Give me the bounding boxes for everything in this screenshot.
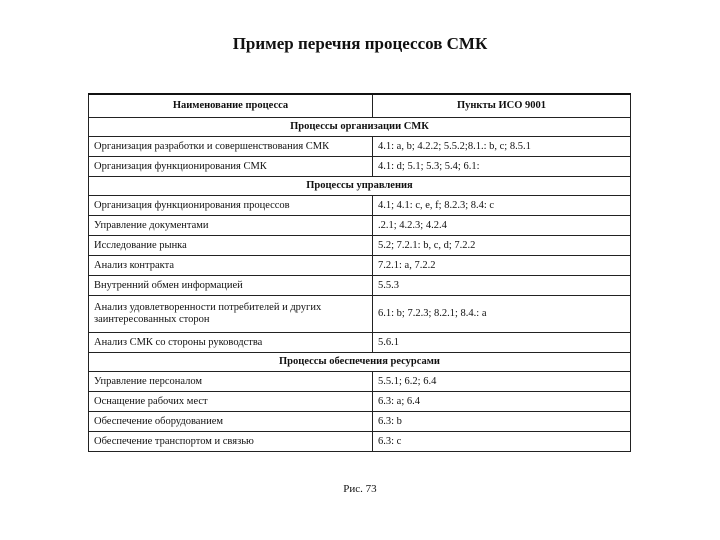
page-title: Пример перечня процессов СМК: [232, 34, 488, 53]
process-cell: Организация функционирования процессов: [89, 196, 373, 216]
table-row: [89, 157, 631, 177]
process-cell: Исследование рынка: [89, 236, 373, 256]
process-table: [88, 93, 631, 452]
process-cell: Анализ удовлетворенности потребителей и других заинтересованных сторон: [89, 296, 373, 333]
process-cell: Управление документами: [89, 216, 373, 236]
clauses-cell: 6.3: c: [373, 432, 631, 452]
section-title: Процессы обеспечения ресурсами: [89, 353, 631, 372]
clauses-cell: 4.1: a, b; 4.2.2; 5.5.2;8.1.: b, c; 8.5.1: [373, 137, 631, 157]
table-row: [89, 196, 631, 216]
table-row: [89, 333, 631, 353]
table-row: [89, 296, 631, 333]
clauses-cell: 5.5.3: [373, 276, 631, 296]
section-header: [89, 353, 631, 372]
table-row: [89, 236, 631, 256]
table-row: [89, 256, 631, 276]
process-cell: Анализ контракта: [89, 256, 373, 276]
table-row: [89, 432, 631, 452]
clauses-cell: 5.6.1: [373, 333, 631, 353]
process-cell: Внутренний обмен информацией: [89, 276, 373, 296]
process-cell: Обеспечение транспортом и связью: [89, 432, 373, 452]
header-iso-clauses: Пункты ИСО 9001: [373, 94, 631, 118]
clauses-cell: 7.2.1: a, 7.2.2: [373, 256, 631, 276]
process-cell: Организация функционирования СМК: [89, 157, 373, 177]
clauses-cell: 5.5.1; 6.2; 6.4: [373, 372, 631, 392]
table-row: [89, 372, 631, 392]
process-cell: Анализ СМК со стороны руководства: [89, 333, 373, 353]
process-cell: Организация разработки и совершенствования СМК: [89, 137, 373, 157]
section-header: [89, 177, 631, 196]
section-header: [89, 118, 631, 137]
clauses-cell: 5.2; 7.2.1: b, c, d; 7.2.2: [373, 236, 631, 256]
clauses-cell: 6.3: a; 6.4: [373, 392, 631, 412]
table-row: [89, 412, 631, 432]
section-title: Процессы организации СМК: [89, 118, 631, 137]
process-cell: Обеспечение оборудованием: [89, 412, 373, 432]
figure-caption: Рис. 73: [343, 483, 377, 495]
clauses-cell: 4.1: d; 5.1; 5.3; 5.4; 6.1:: [373, 157, 631, 177]
process-cell: Управление персоналом: [89, 372, 373, 392]
clauses-cell: 6.3: b: [373, 412, 631, 432]
table-row: [89, 216, 631, 236]
table-row: [89, 276, 631, 296]
clauses-cell: 4.1; 4.1: c, e, f; 8.2.3; 8.4: c: [373, 196, 631, 216]
process-cell: Оснащение рабочих мест: [89, 392, 373, 412]
section-title: Процессы управления: [89, 177, 631, 196]
header-process-name: Наименование процесса: [89, 94, 373, 118]
clauses-cell: .2.1; 4.2.3; 4.2.4: [373, 216, 631, 236]
table-row: [89, 137, 631, 157]
table-header-row: [89, 94, 631, 118]
table-row: [89, 392, 631, 412]
clauses-cell: 6.1: b; 7.2.3; 8.2.1; 8.4.: a: [373, 296, 631, 333]
